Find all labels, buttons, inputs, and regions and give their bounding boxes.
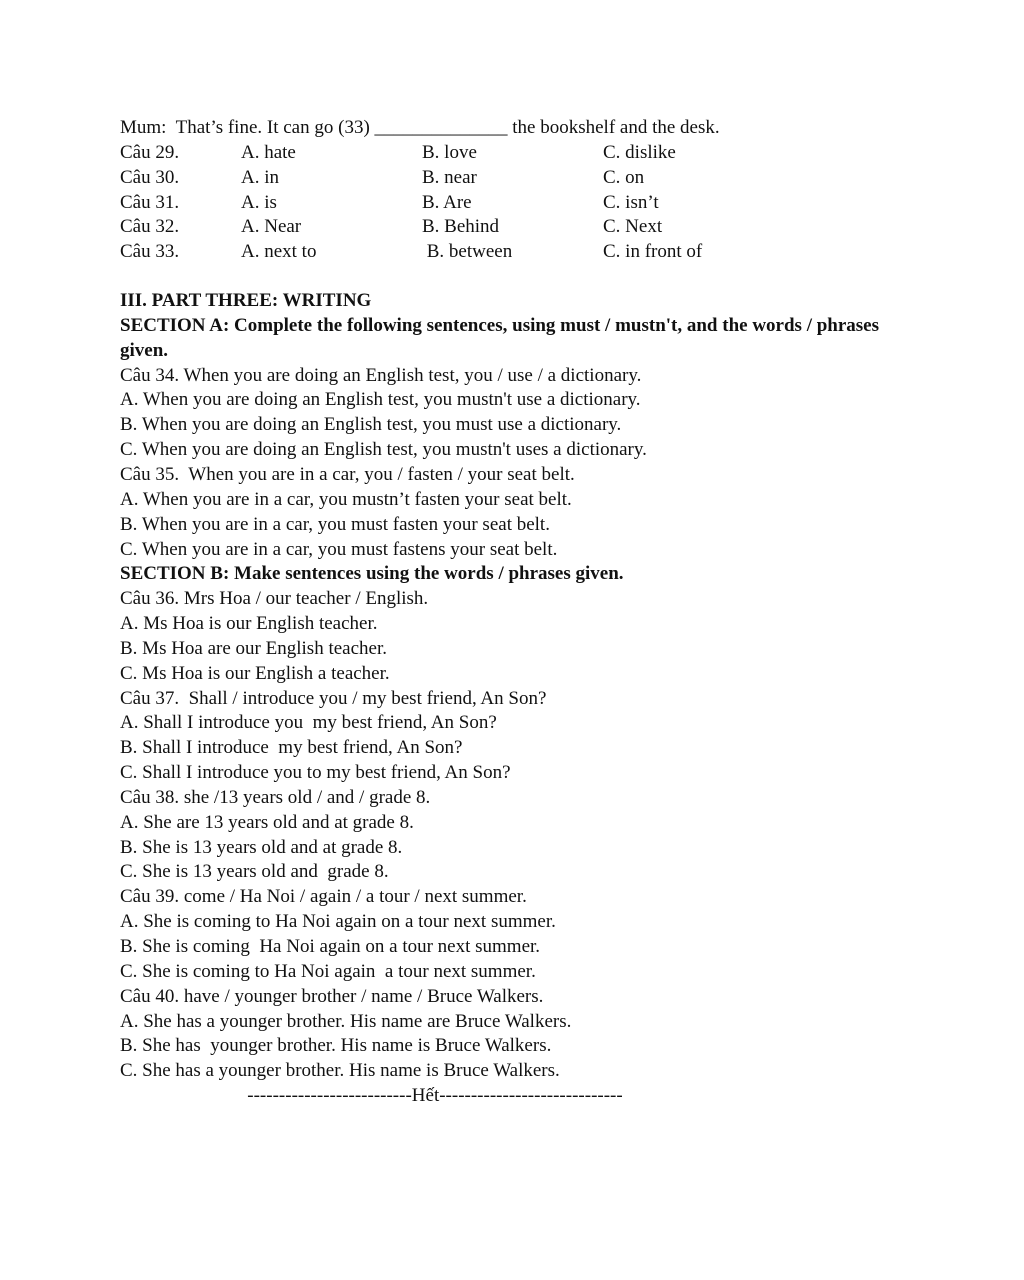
option-b: B. love: [422, 141, 477, 163]
option-c: C. on: [603, 166, 645, 188]
list-item: B. Shall I introduce my best friend, An Son?: [120, 737, 463, 759]
option-c: C. Next: [603, 216, 663, 238]
list-item: B. Ms Hoa are our English teacher.: [120, 637, 387, 659]
list-item: A. Ms Hoa is our English teacher.: [120, 613, 378, 635]
list-item: C. She is coming to Ha Noi again a tour next summer.: [120, 960, 536, 982]
mc-row: [120, 240, 930, 265]
section-b-title: SECTION B: Make sentences using the words / phrases given.: [120, 563, 624, 585]
spacer: [120, 265, 930, 289]
option-c: C. isn’t: [603, 191, 659, 213]
list-item: Câu 35. When you are in a car, you / fasten / your seat belt.: [120, 463, 575, 485]
list-item: A. When you are doing an English test, you mustn't use a dictionary.: [120, 389, 641, 411]
list-item: C. Shall I introduce you to my best friend, An Son?: [120, 762, 511, 784]
option-a: A. in: [241, 166, 279, 188]
question-number: Câu 29.: [120, 141, 180, 163]
option-a: A. is: [241, 191, 277, 213]
list-item: Câu 34. When you are doing an English test, you / use / a dictionary.: [120, 364, 642, 386]
option-a: A. Near: [241, 216, 302, 238]
list-item: B. When you are doing an English test, you must use a dictionary.: [120, 414, 622, 436]
question-number: Câu 30.: [120, 166, 180, 188]
question-number: Câu 31.: [120, 191, 180, 213]
section-a-title: SECTION A: Complete the following sentences, using must / mustn't, and the words / phrases given.: [120, 314, 880, 361]
exam-page: [120, 116, 930, 1109]
option-a: A. hate: [241, 141, 296, 163]
list-item: A. She is coming to Ha Noi again on a tour next summer.: [120, 911, 556, 933]
mc-row: [120, 166, 930, 191]
option-b: B. near: [422, 166, 477, 188]
option-b: B. Are: [422, 191, 472, 213]
dialogue-line: Mum: That’s fine. It can go (33) ______________ the bookshelf and the desk.: [120, 117, 720, 138]
list-item: A. She are 13 years old and at grade 8.: [120, 811, 414, 833]
list-item: C. She has a younger brother. His name is Bruce Walkers.: [120, 1060, 560, 1082]
mc-row: [120, 191, 930, 216]
part-three-title: III. PART THREE: WRITING: [120, 290, 372, 312]
list-item: Câu 39. come / Ha Noi / again / a tour / next summer.: [120, 886, 527, 908]
list-item: C. When you are doing an English test, you mustn't uses a dictionary.: [120, 439, 647, 461]
end-marker: --------------------------Hết-----------------------------: [247, 1085, 623, 1107]
list-item: A. She has a younger brother. His name are Bruce Walkers.: [120, 1010, 572, 1032]
option-b: B. between: [422, 241, 513, 263]
list-item: Câu 40. have / younger brother / name / Bruce Walkers.: [120, 985, 544, 1007]
multiple-choice-table: [120, 141, 930, 265]
mc-row: [120, 215, 930, 240]
list-item: Câu 36. Mrs Hoa / our teacher / English.: [120, 588, 429, 610]
list-item: A. Shall I introduce you my best friend, An Son?: [120, 712, 497, 734]
list-item: A. When you are in a car, you mustn’t fasten your seat belt.: [120, 488, 572, 510]
list-item: Câu 37. Shall / introduce you / my best friend, An Son?: [120, 687, 547, 709]
list-item: C. Ms Hoa is our English a teacher.: [120, 662, 390, 684]
question-number: Câu 32.: [120, 216, 180, 238]
option-b: B. Behind: [422, 216, 500, 238]
list-item: Câu 38. she /13 years old / and / grade 8.: [120, 786, 431, 808]
section-b-list: [120, 587, 930, 1084]
section-a-list: [120, 364, 930, 563]
list-item: B. She has younger brother. His name is Bruce Walkers.: [120, 1035, 552, 1057]
question-number: Câu 33.: [120, 241, 180, 263]
list-item: B. She is 13 years old and at grade 8.: [120, 836, 403, 858]
list-item: B. She is coming Ha Noi again on a tour next summer.: [120, 936, 541, 957]
list-item: B. When you are in a car, you must fasten your seat belt.: [120, 513, 550, 535]
option-c: C. in front of: [603, 241, 703, 263]
list-item: C. When you are in a car, you must fastens your seat belt.: [120, 538, 558, 560]
list-item: C. She is 13 years old and grade 8.: [120, 861, 389, 883]
option-a: A. next to: [241, 241, 317, 263]
option-c: C. dislike: [603, 141, 676, 163]
mc-row: [120, 141, 930, 166]
